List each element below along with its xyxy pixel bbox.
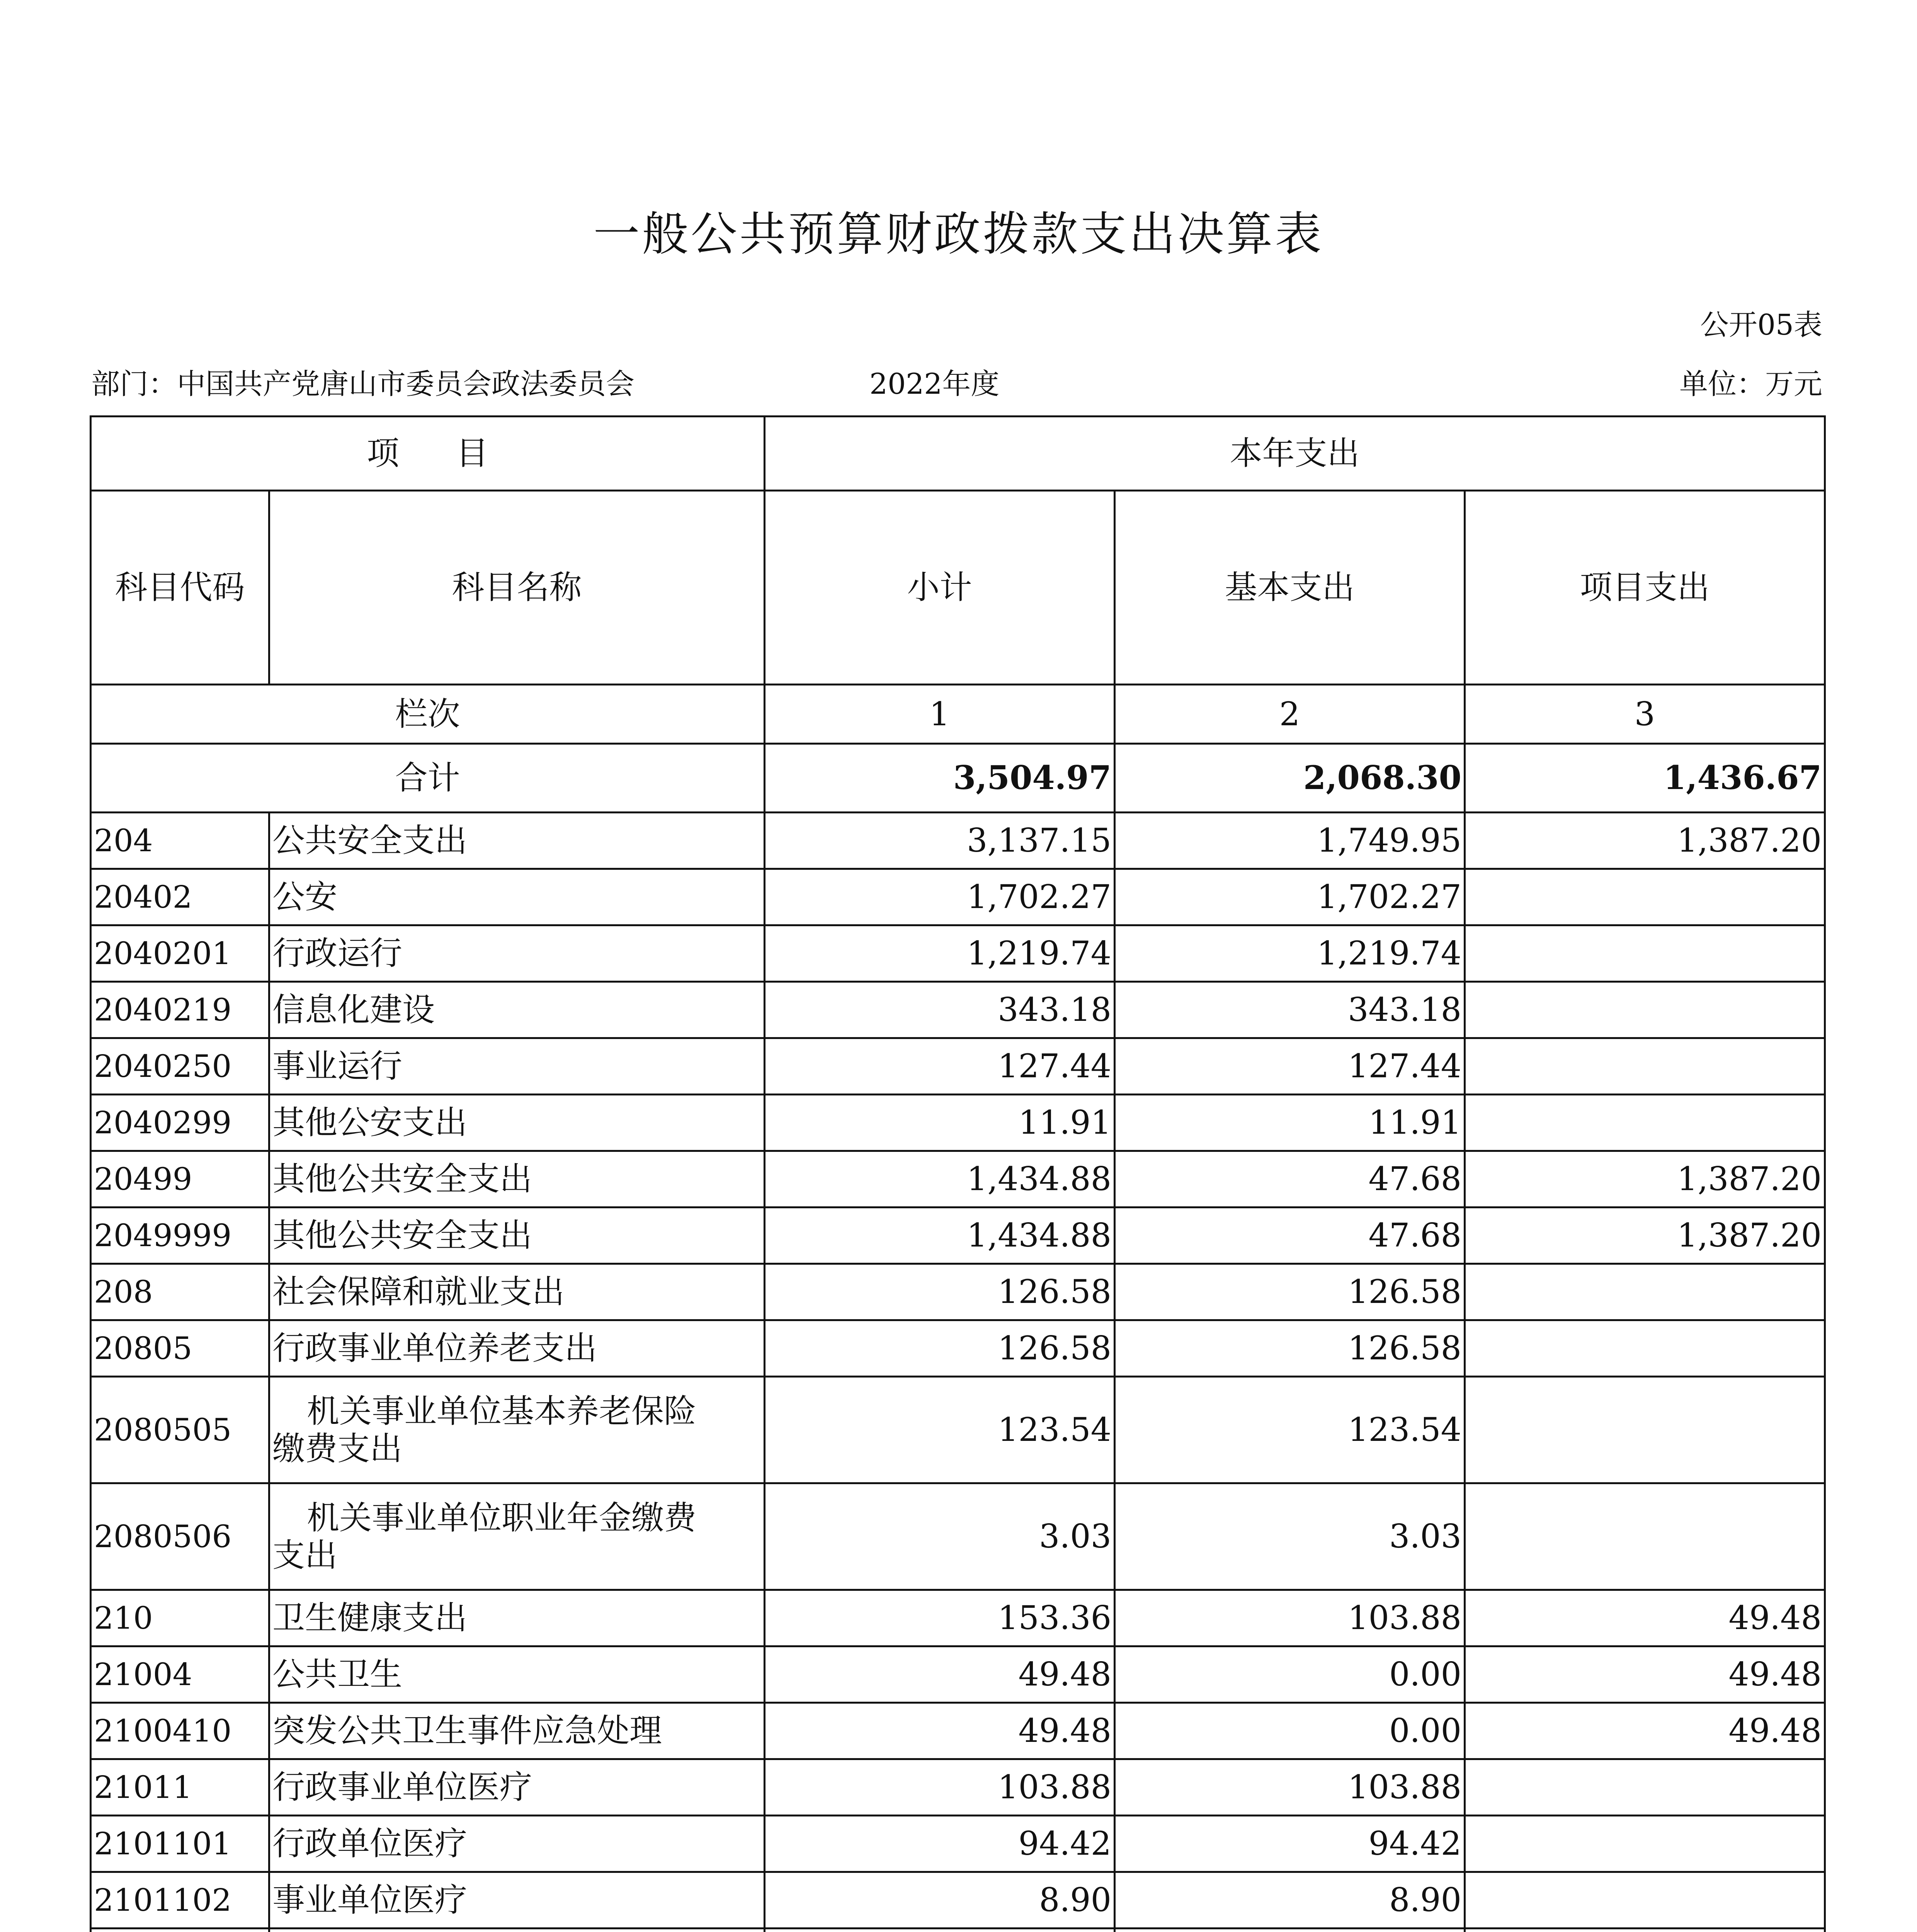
table-row bbox=[91, 1759, 1825, 1816]
row-subtotal: 126.58 bbox=[765, 1320, 1115, 1377]
row-basic: 1,749.95 bbox=[1115, 813, 1465, 869]
row-code: 2080505 bbox=[91, 1377, 269, 1483]
row-project: 1,387.20 bbox=[1465, 813, 1825, 869]
row-project bbox=[1465, 1264, 1825, 1320]
row-project bbox=[1465, 1759, 1825, 1816]
row-basic: 94.42 bbox=[1115, 1816, 1465, 1872]
seq-1: 1 bbox=[765, 685, 1115, 744]
row-basic: 343.18 bbox=[1115, 982, 1465, 1038]
row-subtotal: 49.48 bbox=[765, 1703, 1115, 1759]
header-current-year: 本年支出 bbox=[765, 417, 1825, 491]
table-row bbox=[91, 1320, 1825, 1377]
row-name: 公共卫生 bbox=[269, 1646, 765, 1703]
header-code: 科目代码 bbox=[91, 491, 269, 685]
table-row bbox=[91, 1872, 1825, 1929]
row-name: 行政事业单位养老支出 bbox=[269, 1320, 765, 1377]
row-name-line1: 机关事业单位职业年金缴费 bbox=[307, 1498, 697, 1537]
row-name: 公安 bbox=[269, 869, 765, 925]
row-code: 21011 bbox=[91, 1759, 269, 1816]
row-subtotal: 343.18 bbox=[765, 982, 1115, 1038]
row-subtotal bbox=[765, 1929, 1115, 1932]
row-project bbox=[1465, 1483, 1825, 1590]
row-basic: 103.88 bbox=[1115, 1590, 1465, 1646]
row-code: 2040250 bbox=[91, 1038, 269, 1095]
seq-3: 3 bbox=[1465, 685, 1825, 744]
fiscal-year: 2022年度 bbox=[869, 367, 1000, 401]
row-project bbox=[1465, 982, 1825, 1038]
row-basic: 103.88 bbox=[1115, 1759, 1465, 1816]
total-subtotal: 3,504.97 bbox=[765, 744, 1115, 813]
row-name: 其他公共安全支出 bbox=[269, 1151, 765, 1208]
row-name: 行政单位医疗 bbox=[269, 1816, 765, 1872]
row-subtotal: 49.48 bbox=[765, 1646, 1115, 1703]
row-code: 208 bbox=[91, 1264, 269, 1320]
row-project bbox=[1465, 869, 1825, 925]
form-number: 公开05表 bbox=[1700, 308, 1822, 342]
seq-2: 2 bbox=[1115, 685, 1465, 744]
row-project: 1,387.20 bbox=[1465, 1208, 1825, 1264]
row-project: 49.48 bbox=[1465, 1703, 1825, 1759]
row-basic: 3.03 bbox=[1115, 1483, 1465, 1590]
row-name: 其他公安支出 bbox=[269, 1095, 765, 1151]
row-name: 其他公共安全支出 bbox=[269, 1208, 765, 1264]
row-basic: 47.68 bbox=[1115, 1151, 1465, 1208]
header-name: 科目名称 bbox=[269, 491, 765, 685]
table-row bbox=[91, 1929, 1825, 1932]
row-code: 2049999 bbox=[91, 1208, 269, 1264]
row-basic: 126.58 bbox=[1115, 1320, 1465, 1377]
table-row bbox=[91, 1038, 1825, 1095]
row-project bbox=[1465, 925, 1825, 982]
total-label: 合计 bbox=[91, 744, 765, 813]
row-name: 突发公共卫生事件应急处理 bbox=[269, 1703, 765, 1759]
row-project: 1,387.20 bbox=[1465, 1151, 1825, 1208]
total-project: 1,436.67 bbox=[1465, 744, 1825, 813]
expenditure-table bbox=[90, 415, 1826, 1932]
row-code: 210 bbox=[91, 1590, 269, 1646]
row-project bbox=[1465, 1377, 1825, 1483]
row-code: 2040201 bbox=[91, 925, 269, 982]
header-item: 项 目 bbox=[367, 434, 512, 473]
row-subtotal: 94.42 bbox=[765, 1816, 1115, 1872]
total-row bbox=[91, 744, 1825, 813]
row-project: 49.48 bbox=[1465, 1646, 1825, 1703]
row-name: 事业单位医疗 bbox=[269, 1872, 765, 1929]
table-row bbox=[91, 1483, 1825, 1590]
row-code: 20499 bbox=[91, 1151, 269, 1208]
table-row bbox=[91, 1264, 1825, 1320]
row-code: 2101102 bbox=[91, 1872, 269, 1929]
row-subtotal: 123.54 bbox=[765, 1377, 1115, 1483]
row-subtotal: 3,137.15 bbox=[765, 813, 1115, 869]
header-subtotal: 小计 bbox=[765, 491, 1115, 685]
row-name: 行政事业单位医疗 bbox=[269, 1759, 765, 1816]
row-subtotal: 153.36 bbox=[765, 1590, 1115, 1646]
row-name bbox=[269, 1483, 765, 1590]
row-basic: 0.00 bbox=[1115, 1646, 1465, 1703]
row-subtotal: 1,434.88 bbox=[765, 1151, 1115, 1208]
total-basic: 2,068.30 bbox=[1115, 744, 1465, 813]
row-subtotal: 11.91 bbox=[765, 1095, 1115, 1151]
row-code: 20805 bbox=[91, 1320, 269, 1377]
table-row bbox=[91, 982, 1825, 1038]
row-basic: 126.58 bbox=[1115, 1264, 1465, 1320]
row-code: 21004 bbox=[91, 1646, 269, 1703]
row-project bbox=[1465, 1320, 1825, 1377]
row-basic: 123.54 bbox=[1115, 1377, 1465, 1483]
row-name: 公共安全支出 bbox=[269, 813, 765, 869]
table-row bbox=[91, 1590, 1825, 1646]
row-subtotal: 1,434.88 bbox=[765, 1208, 1115, 1264]
table-row bbox=[91, 869, 1825, 925]
unit-label: 单位：万元 bbox=[1679, 367, 1822, 401]
header-row-top bbox=[91, 417, 1825, 491]
row-code: 204 bbox=[91, 813, 269, 869]
row-project bbox=[1465, 1872, 1825, 1929]
header-project: 项目支出 bbox=[1465, 491, 1825, 685]
table-row bbox=[91, 813, 1825, 869]
table-row bbox=[91, 1377, 1825, 1483]
row-code: 2101101 bbox=[91, 1816, 269, 1872]
row-name: 行政运行 bbox=[269, 925, 765, 982]
row-code: 2040219 bbox=[91, 982, 269, 1038]
row-subtotal: 127.44 bbox=[765, 1038, 1115, 1095]
seq-label: 栏次 bbox=[91, 685, 765, 744]
row-name: 社会保障和就业支出 bbox=[269, 1264, 765, 1320]
page-title: 一般公共预算财政拨款支出决算表 bbox=[593, 207, 1324, 261]
table-row bbox=[91, 1151, 1825, 1208]
row-basic: 8.90 bbox=[1115, 1872, 1465, 1929]
row-basic bbox=[1115, 1929, 1465, 1932]
row-name: 事业运行 bbox=[269, 1038, 765, 1095]
row-basic: 1,219.74 bbox=[1115, 925, 1465, 982]
header-basic: 基本支出 bbox=[1115, 491, 1465, 685]
header-row-columns bbox=[91, 491, 1825, 685]
row-subtotal: 8.90 bbox=[765, 1872, 1115, 1929]
row-subtotal: 3.03 bbox=[765, 1483, 1115, 1590]
row-project bbox=[1465, 1038, 1825, 1095]
row-code: 2100410 bbox=[91, 1703, 269, 1759]
row-basic: 11.91 bbox=[1115, 1095, 1465, 1151]
row-code: 2040299 bbox=[91, 1095, 269, 1151]
table-row bbox=[91, 1816, 1825, 1872]
table-row bbox=[91, 1095, 1825, 1151]
row-code bbox=[91, 1929, 269, 1932]
row-name-line2: 缴费支出 bbox=[272, 1429, 403, 1468]
row-subtotal: 1,702.27 bbox=[765, 869, 1115, 925]
row-basic: 47.68 bbox=[1115, 1208, 1465, 1264]
row-name-line2: 支出 bbox=[272, 1536, 338, 1574]
table-row bbox=[91, 1208, 1825, 1264]
table-row bbox=[91, 1703, 1825, 1759]
table-row bbox=[91, 1646, 1825, 1703]
row-project bbox=[1465, 1816, 1825, 1872]
row-name bbox=[269, 1929, 765, 1932]
row-name-line1: 机关事业单位基本养老保险 bbox=[307, 1392, 697, 1430]
row-project bbox=[1465, 1095, 1825, 1151]
row-subtotal: 1,219.74 bbox=[765, 925, 1115, 982]
row-project bbox=[1465, 1929, 1825, 1932]
row-name: 卫生健康支出 bbox=[269, 1590, 765, 1646]
row-basic: 0.00 bbox=[1115, 1703, 1465, 1759]
row-code: 2080506 bbox=[91, 1483, 269, 1590]
row-subtotal: 126.58 bbox=[765, 1264, 1115, 1320]
row-basic: 1,702.27 bbox=[1115, 869, 1465, 925]
table-row bbox=[91, 925, 1825, 982]
row-project: 49.48 bbox=[1465, 1590, 1825, 1646]
row-code: 20402 bbox=[91, 869, 269, 925]
row-subtotal: 103.88 bbox=[765, 1759, 1115, 1816]
row-name bbox=[269, 1377, 765, 1483]
row-basic: 127.44 bbox=[1115, 1038, 1465, 1095]
department-label: 部门：中国共产党唐山市委员会政法委员会 bbox=[91, 367, 634, 401]
header-row-seq bbox=[91, 685, 1825, 744]
row-name: 信息化建设 bbox=[269, 982, 765, 1038]
